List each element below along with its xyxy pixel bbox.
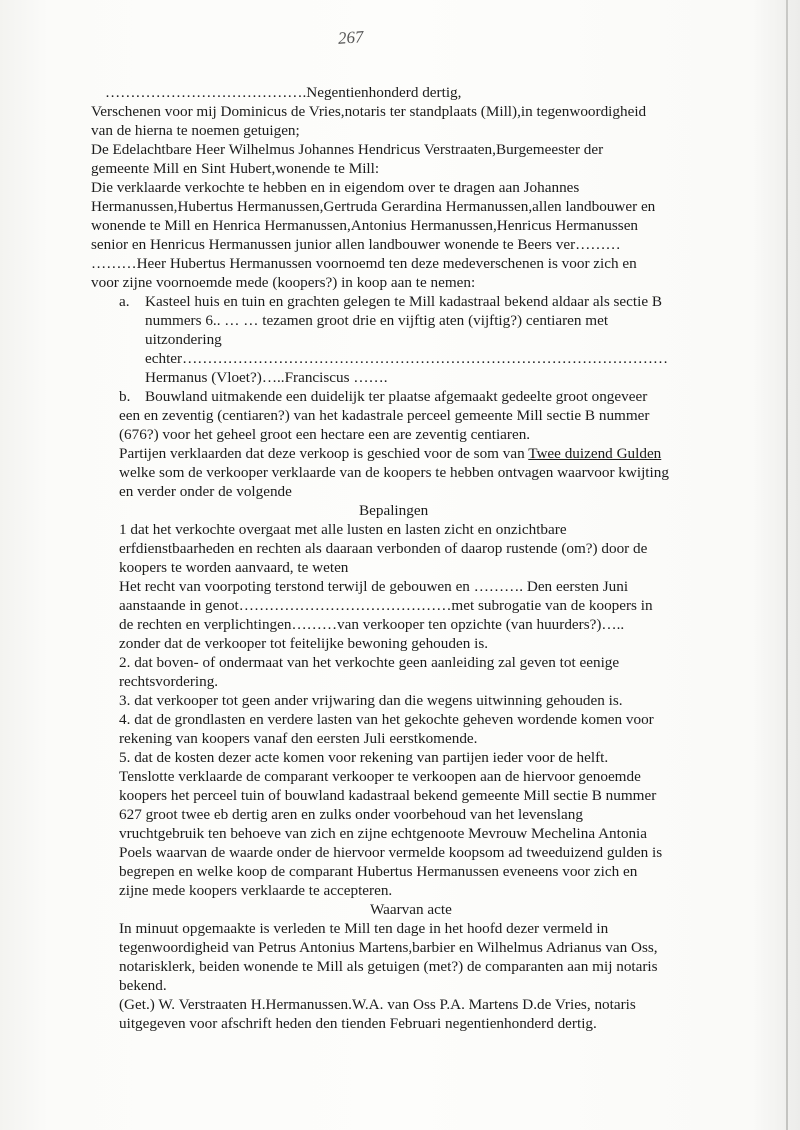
text-line: Bouwland uitmakende een duidelijk ter plaatse afgemaakt gedeelte groot ongeveer <box>145 388 648 405</box>
text-line: bekend. <box>119 977 167 994</box>
text-line: Hermanussen,Hubertus Hermanussen,Gertruda Gerardina Hermanussen,allen landbouwer en <box>91 198 656 215</box>
text-line: 1 dat het verkochte overgaat met alle lusten en lasten zicht en onzichtbare <box>119 521 567 538</box>
text-line: (676?) voor het geheel groot een hectare een are zeventig centiaren. <box>119 426 531 443</box>
text-line <box>119 444 661 464</box>
sale-amount: Twee duizend Gulden <box>528 445 662 462</box>
text-line: Verschenen voor mij Dominicus de Vries,notaris ter standplaats (Mill),in tegenwoordigheid <box>91 103 647 120</box>
text-line: nummers 6.. … … tezamen groot drie en vijftig aten (vijftig?) centiaren met <box>145 312 609 329</box>
section-heading: Bepalingen <box>359 502 429 519</box>
text-line: Kasteel huis en tuin en grachten gelegen te Mill kadastraal bekend aldaar als sectie B <box>145 293 663 310</box>
text-line: tegenwoordigheid van Petrus Antonius Martens,barbier en Wilhelmus Adrianus van Oss, <box>119 939 658 956</box>
text-line: De Edelachtbare Heer Wilhelmus Johannes Hendricus Verstraaten,Burgemeester der <box>91 141 604 158</box>
text-line: Het recht van voorpoting terstond terwijl de gebouwen en ………. Den eersten Juni <box>119 578 629 595</box>
text-line: koopers te worden aanvaard, te weten <box>119 559 349 576</box>
section-heading: Waarvan acte <box>370 901 452 918</box>
text-line: Tenslotte verklaarde de comparant verkooper te verkoopen aan de hiervoor genoemde <box>119 768 641 785</box>
text-line-part: Partijen verklaarden dat deze verkoop is geschied voor de som van <box>119 445 529 462</box>
text-line: Die verklaarde verkochte te hebben en in eigendom over te dragen aan Johannes <box>91 179 580 196</box>
text-line: uitzondering <box>145 331 222 348</box>
text-line: koopers het perceel tuin of bouwland kadastraal bekend gemeente Mill sectie B nummer <box>119 787 657 804</box>
text-line: vruchtgebruik ten behoeve van zich en zijne echtgenoote Mevrouw Mechelina Antonia <box>119 825 647 842</box>
list-marker-b: b. <box>119 388 131 405</box>
text-line: senior en Henricus Hermanussen junior allen landbouwer wonende te Beers ver……… <box>91 236 621 253</box>
text-line: 627 groot twee eb dertig aren en zulks onder voorbehoud van het levenslang <box>119 806 583 823</box>
text-line: 4. dat de grondlasten en verdere lasten van het gekochte geheven wordende komen voor <box>119 711 654 728</box>
text-line: rekening van koopers vanaf den eersten Juli eerstkomende. <box>119 730 478 747</box>
text-line: welke som de verkooper verklaarde van de koopers te hebben ontvagen waarvoor kwijting <box>119 464 669 481</box>
list-marker-a: a. <box>119 293 130 310</box>
text-line: begrepen en welke koop de comparant Hubertus Hermanussen eveneens voor zich en <box>119 863 638 880</box>
text-line: uitgegeven voor afschrift heden den tienden Februari negentienhonderd dertig. <box>119 1015 597 1032</box>
text-line: In minuut opgemaakte is verleden te Mill ten dage in het hoofd dezer vermeld in <box>119 920 609 937</box>
text-line: ………………………………….Negentienhonderd dertig, <box>105 84 462 101</box>
text-line: een en zeventig (centiaren?) van het kadastrale perceel gemeente Mill sectie B nummer <box>119 407 650 424</box>
text-line: 2. dat boven- of ondermaat van het verkochte geen aanleiding zal geven tot eenige <box>119 654 620 671</box>
text-line: Hermanus (Vloet?)…..Franciscus ……. <box>145 369 388 386</box>
text-line: (Get.) W. Verstraaten H.Hermanussen.W.A. van Oss P.A. Martens D.de Vries, notaris <box>119 996 636 1013</box>
text-line: 5. dat de kosten dezer acte komen voor rekening van partijen ieder voor de helft. <box>119 749 609 766</box>
page-number: 267 <box>337 27 365 48</box>
text-line: notarisklerk, beiden wonende te Mill als getuigen (met?) de comparanten aan mij notaris <box>119 958 658 975</box>
text-line: de rechten en verplichtingen………van verkooper ten opzichte (van huurders?)….. <box>119 616 625 633</box>
page-edge-shadow <box>786 0 788 1130</box>
text-line: voor zijne voornoemde mede (koopers?) in koop aan te nemen: <box>91 274 476 291</box>
text-line: rechtsvordering. <box>119 673 219 690</box>
text-line: echter…………………………………………………………………………………… <box>145 350 669 367</box>
text-line: wonende te Mill en Henrica Hermanussen,Antonius Hermanussen,Henricus Hermanussen <box>91 217 639 234</box>
text-line: Poels waarvan de waarde onder de hiervoor vermelde koopsom ad tweeduizend gulden is <box>119 844 663 861</box>
text-line: 3. dat verkooper tot geen ander vrijwaring dan die wegens uitwinning gehouden is. <box>119 692 623 709</box>
text-line: erfdienstbaarheden en rechten als daaraan verbonden of daarop rustende (om?) door de <box>119 540 648 557</box>
text-line: ………Heer Hubertus Hermanussen voornoemd ten deze medeverschenen is voor zich en <box>91 255 637 272</box>
text-line: en verder onder de volgende <box>119 483 292 500</box>
text-line: aanstaande in genot……………………………………met subrogatie van de koopers in <box>119 597 653 614</box>
text-line: zijne mede koopers verklaarde te accepteren. <box>119 882 393 899</box>
text-line: zonder dat de verkooper tot feitelijke bewoning gehouden is. <box>119 635 489 652</box>
text-line: van de hierna te noemen getuigen; <box>91 122 300 139</box>
text-line: gemeente Mill en Sint Hubert,wonende te Mill: <box>91 160 380 177</box>
